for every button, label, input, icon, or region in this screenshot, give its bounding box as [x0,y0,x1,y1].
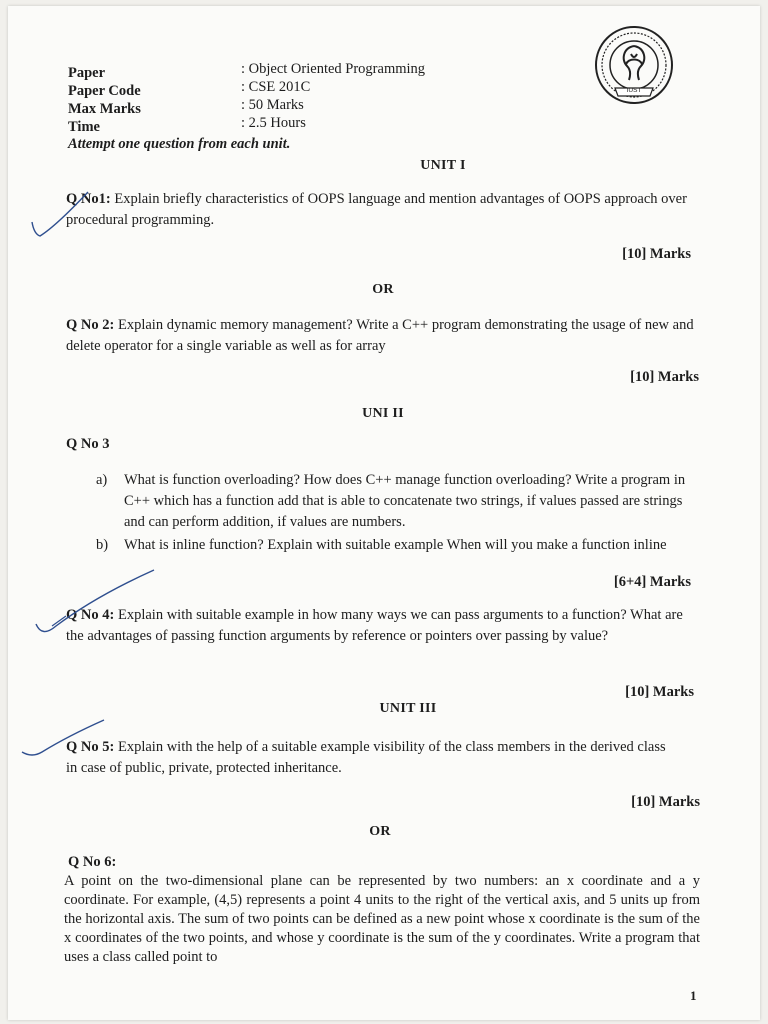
header-value: : Object Oriented Programming [241,61,426,77]
question-label: Q No 5: [66,739,115,755]
question-label: Q No 4: [66,607,115,623]
header-value: : 50 Marks [241,97,304,113]
or-divider: OR [369,824,391,839]
paper-header [68,61,508,153]
marks-label: [10] Marks [625,684,694,700]
unit-heading: UNI II [362,406,404,421]
exam-sheet [8,6,760,1020]
question-1 [66,189,706,231]
marks-label: [10] Marks [630,369,699,385]
question-label: Q No1: [66,191,111,207]
sub-question-text: What is function overloading? How does C++ manage function overloading? Write a program in C++ which has a function add that is able to concatenate two strings, if values passed are strings and can perform addition, if values are numbers. [124,472,686,530]
question-5 [66,737,676,779]
marks-label: [10] Marks [622,246,691,262]
marks-label: [10] Marks [631,794,700,810]
question-text: Explain dynamic memory management? Write a C++ program demonstrating the usage of new and delete operator for a single variable as well as for array [66,317,694,354]
header-value: : CSE 201C [241,79,311,95]
sub-question-b [96,535,692,556]
marks-label: [6+4] Marks [613,574,691,590]
university-seal [593,24,675,106]
unit-heading: UNIT I [420,158,466,173]
sub-question-a [96,470,692,533]
sub-question-text: What is inline function? Explain with suitable example When will you make a function inline [124,537,667,553]
page-number: 1 [690,988,697,1003]
question-4 [66,605,700,647]
question-2 [66,315,706,357]
header-row-time [68,115,508,136]
question-label: Q No 3 [66,436,110,452]
header-value: : 2.5 Hours [241,115,306,131]
question-label: Q No 2: [66,317,115,333]
sub-question-letter: a) [96,472,108,488]
question-text: Explain with the help of a suitable example visibility of the class members in the derived class in case of public, private, protected inheritance. [66,739,666,776]
question-text: Explain briefly characteristics of OOPS language and mention advantages of OOPS approach over procedural programming. [66,191,687,228]
header-label: Max Marks [68,101,141,117]
unit-heading: UNIT III [379,701,437,716]
question-text: Explain with suitable example in how many ways we can pass arguments to a function? What are the advantages of passing function arguments by reference or pointers over passing by value? [66,607,683,644]
question-6-text: A point on the two-dimensional plane can be represented by two numbers: an x coordinate and a y coordinate. For example, (4,5) represents a point 4 units to the right of the vertical axis, and 5 units up from the horizontal axis. The sum of two points can be defined as a new point whose x coordinate is the sum of the x coordinates of the two points, and whose y coordinate is the sum of the y coordinates. Write a program that uses a class called point to [64,873,700,965]
question-3-parts [96,470,692,558]
or-divider: OR [372,282,394,297]
sub-question-letter: b) [96,537,109,553]
header-label: Paper Code [68,83,141,99]
header-label: Paper [68,65,106,81]
seal-text: IUST [626,87,642,94]
question-label: Q No 6: [68,854,117,870]
header-label: Time [68,119,100,135]
instruction: Attempt one question from each unit. [68,136,291,152]
